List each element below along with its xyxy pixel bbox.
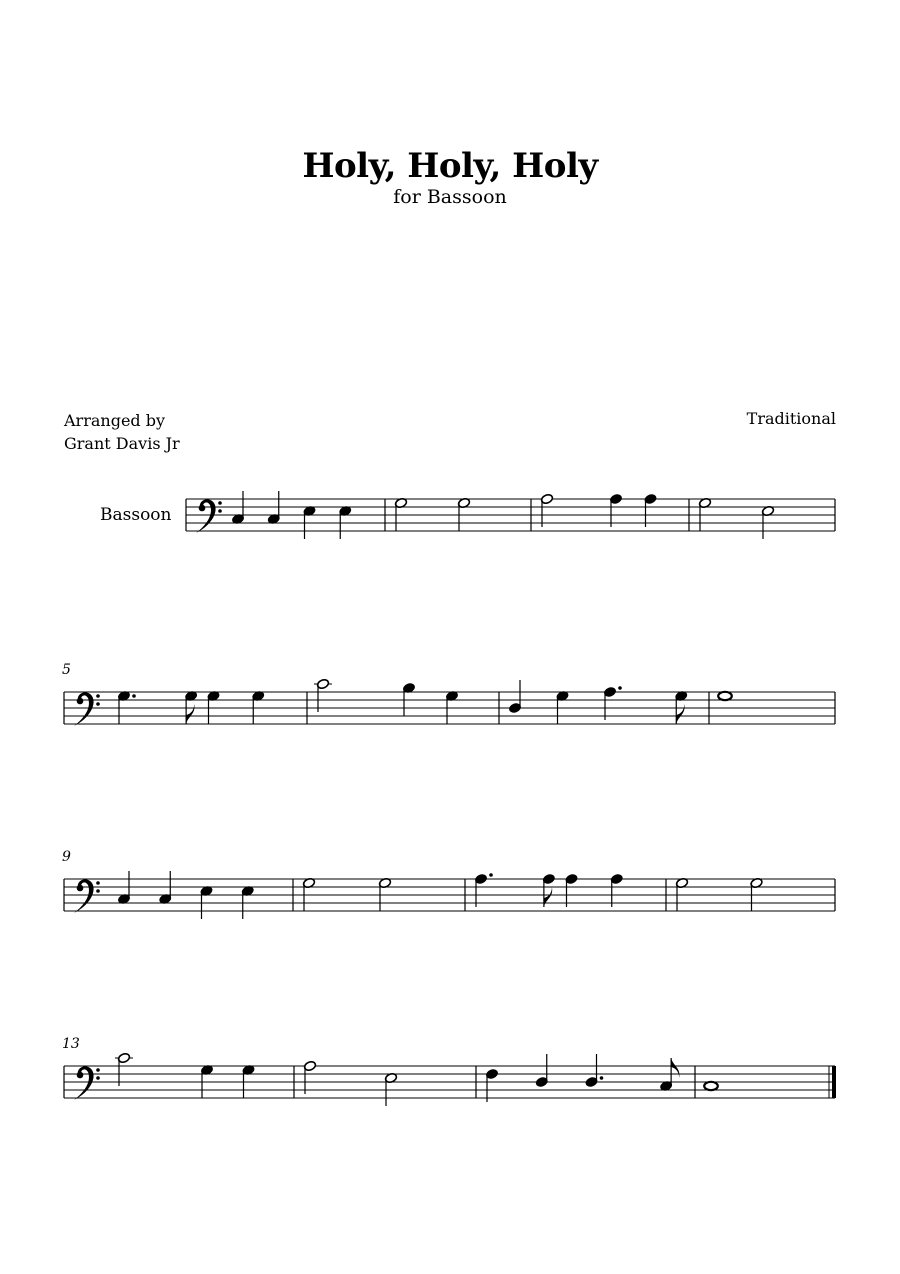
bass-clef-body [74, 692, 94, 726]
note [207, 690, 220, 724]
note [761, 505, 774, 539]
augmentation-dot [618, 686, 622, 690]
note [303, 1060, 316, 1094]
note [394, 497, 407, 531]
bass-clef-body [196, 499, 216, 533]
bass-clef-dot [96, 694, 100, 698]
measure-number-9: 9 [62, 849, 71, 865]
bass-clef-body [74, 1066, 94, 1100]
note [540, 493, 553, 527]
note [609, 493, 622, 527]
note-flag [671, 1058, 679, 1078]
note [302, 877, 315, 911]
bass-clef-icon [74, 692, 100, 726]
note [339, 505, 352, 539]
note [603, 686, 621, 720]
augmentation-dot [132, 694, 136, 698]
staff-system [186, 491, 835, 539]
note [402, 682, 415, 716]
note [508, 680, 521, 714]
note [384, 1072, 397, 1106]
note [200, 885, 213, 919]
arranger-line-1: Arranged by [64, 411, 166, 430]
note [303, 505, 316, 539]
note [184, 690, 197, 724]
note [565, 873, 578, 907]
note [117, 690, 135, 724]
augmentation-dot [600, 1076, 604, 1080]
note-flag [544, 887, 552, 907]
note [535, 1054, 548, 1088]
arranger-line-2: Grant Davis Jr [64, 434, 180, 453]
staff-system [64, 871, 835, 919]
staff-system [64, 678, 835, 726]
bass-clef-dot [96, 1068, 100, 1072]
note [474, 873, 492, 907]
note [659, 1058, 679, 1092]
bass-clef-icon [74, 1066, 100, 1100]
note [117, 871, 130, 905]
note [698, 497, 711, 531]
note [378, 877, 391, 911]
bass-clef-ball [77, 1072, 84, 1079]
final-barline [832, 1066, 836, 1098]
note [556, 690, 569, 724]
note [159, 871, 172, 905]
note [252, 690, 265, 724]
note [644, 493, 657, 527]
note [200, 1064, 213, 1098]
bass-clef-ball [77, 698, 84, 705]
bass-clef-dot [96, 889, 100, 893]
bass-clef-dot [96, 702, 100, 706]
score-subtitle: for Bassoon [393, 186, 507, 208]
measure-number-5: 5 [62, 662, 71, 678]
note [542, 873, 555, 907]
bass-clef-dot [96, 881, 100, 885]
note-head-whole [704, 1082, 718, 1090]
bass-clef-dot [96, 1076, 100, 1080]
instrument-name: Bassoon [100, 505, 172, 525]
note [675, 690, 688, 724]
measure-number-13: 13 [62, 1036, 80, 1052]
score-title: Holy, Holy, Holy [302, 146, 598, 186]
note [314, 678, 332, 712]
note-head-whole [718, 692, 732, 700]
note [457, 497, 470, 531]
augmentation-dot [489, 873, 493, 877]
note [231, 491, 244, 525]
bass-clef-icon [196, 499, 222, 533]
note-flag [186, 704, 194, 724]
note [115, 1052, 133, 1086]
composer-credit: Traditional [746, 409, 836, 428]
bass-clef-dot [218, 501, 222, 505]
note [267, 491, 280, 525]
note [485, 1068, 498, 1102]
bass-clef-dot [218, 509, 222, 513]
note [750, 877, 763, 911]
bass-clef-ball [77, 885, 84, 892]
note [242, 1064, 255, 1098]
bass-clef-body [74, 879, 94, 913]
note [675, 877, 688, 911]
bass-clef-icon [74, 879, 100, 913]
note [445, 690, 458, 724]
staff-system [64, 1052, 836, 1106]
note [585, 1054, 603, 1088]
note [704, 1082, 718, 1090]
bass-clef-ball [199, 505, 206, 512]
note [718, 692, 732, 700]
note [241, 885, 254, 919]
note-flag [676, 704, 684, 724]
staves [64, 491, 836, 1106]
note [610, 873, 623, 907]
